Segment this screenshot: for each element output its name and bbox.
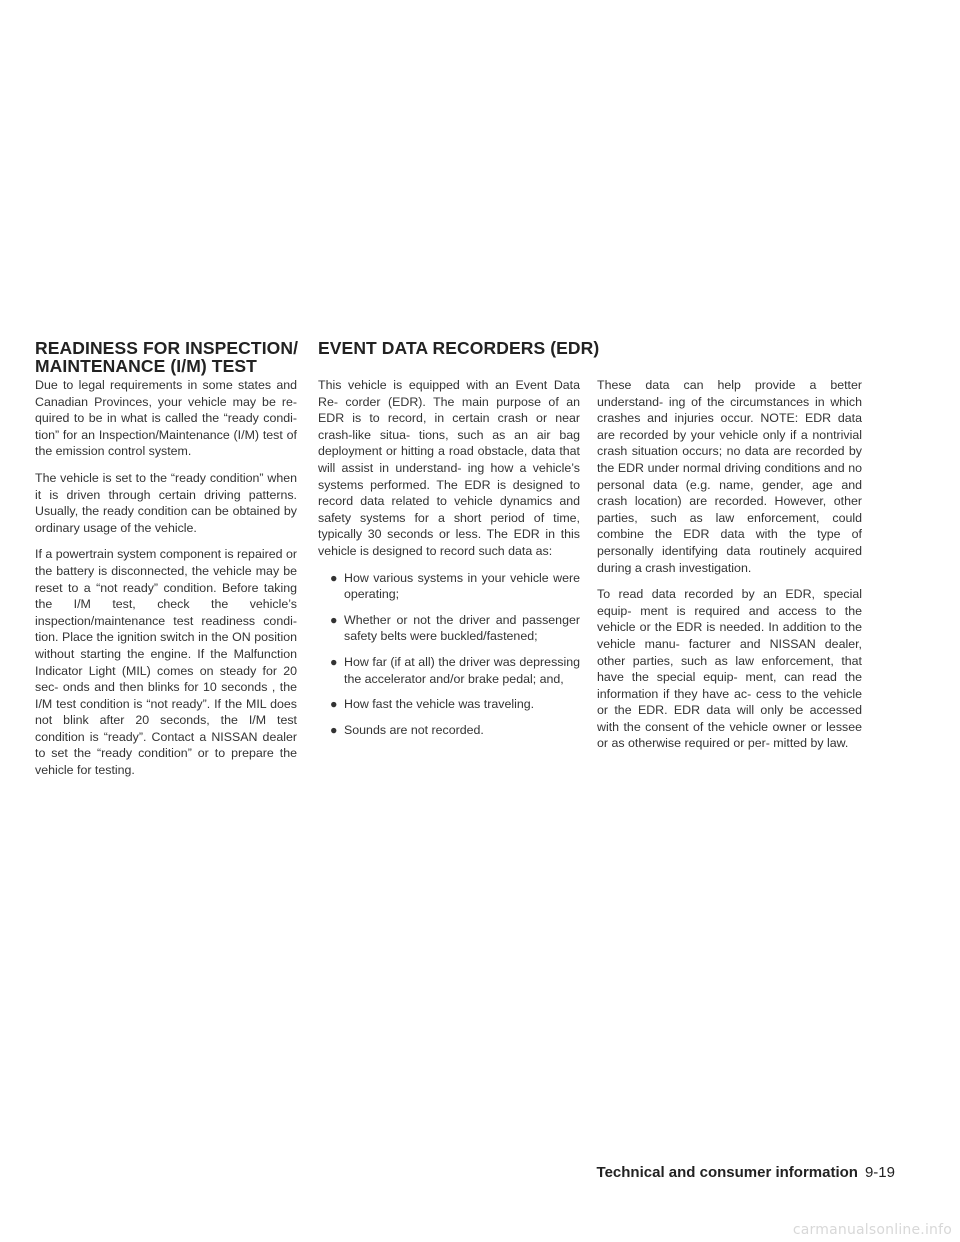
paragraph: Due to legal requirements in some states and Canadian Provinces, your vehicle may be re- quired to be in what is called the “ready condi- tion” for an Inspection/Maintenance (I/M) test of the emission control system. xyxy=(35,378,297,459)
bullet-icon: ● xyxy=(330,697,338,712)
list-item xyxy=(318,612,580,645)
bullet-icon: ● xyxy=(330,722,338,737)
paragraph: To read data recorded by an EDR, special equip- ment is required and access to the vehicle or the EDR is needed. In addition to the vehicle manu- facturer and NISSAN dealer, other parties, such as law enforcement, that have the special equip- ment, can read the information if they have ac- cess to the vehicle or the EDR. EDR data will only be accessed with the consent of the vehicle owner or lessee or as otherwise required or per- mitted by law. xyxy=(597,587,862,751)
section-heading-readiness xyxy=(35,339,305,375)
list-item-text: Whether or not the driver and passenger safety belts were buckled/fastened; xyxy=(344,612,580,644)
middle-text-column xyxy=(318,377,580,747)
heading-line-2: MAINTENANCE (I/M) TEST xyxy=(35,356,257,376)
footer-section-title: Technical and consumer information xyxy=(596,1164,858,1181)
list-item xyxy=(318,722,580,739)
paragraph: This vehicle is equipped with an Event Data Re- corder (EDR). The main purpose of an EDR is to record, in certain crash or near crash-like situa- tions, such as an air bag deployment or hitting a road obstacle, data that will assist in understand- ing how a vehicle’s systems performed. The EDR is designed to record data related to vehicle dynamics and safety systems for a short period of time, typically 30 seconds or less. The EDR in this vehicle is designed to record such data as: xyxy=(318,378,580,558)
paragraph: If a powertrain system component is repaired or the battery is disconnected, the vehicle may be reset to a “not ready” condition. Before taking the I/M test, check the vehicle’s inspection/maintenance test readiness condi- tion. Place the ignition switch in the ON position without starting the engine. If the Malfunction Indicator Light (MIL) comes on steady for 20 sec- onds and then blinks for 10 seconds , the I/M test condition is “not ready”. If the MIL does not blink after 20 seconds, the I/M test condition is “ready”. Contact a NISSAN dealer to set the “ready condition” or to prepare the vehicle for testing. xyxy=(35,547,297,778)
right-text-column xyxy=(597,377,862,762)
list-item xyxy=(318,654,580,687)
list-item-text: Sounds are not recorded. xyxy=(344,722,484,737)
watermark-text: carmanualsonline.info xyxy=(792,1222,952,1238)
list-item-text: How various systems in your vehicle were operating; xyxy=(344,570,580,602)
list-item xyxy=(318,696,580,713)
section-heading-edr: EVENT DATA RECORDERS (EDR) xyxy=(318,338,600,358)
bullet-icon: ● xyxy=(330,612,338,627)
edr-data-list xyxy=(318,570,580,739)
bullet-icon: ● xyxy=(330,654,338,669)
list-item-text: How fast the vehicle was traveling. xyxy=(344,697,535,712)
list-item xyxy=(318,570,580,603)
page-number: 9-19 xyxy=(864,1164,895,1181)
list-item-text: How far (if at all) the driver was depressing the accelerator and/or brake pedal; and, xyxy=(344,654,580,686)
page-footer xyxy=(495,1164,895,1182)
watermark-bar xyxy=(0,1221,960,1242)
heading-line-1: READINESS FOR INSPECTION/ xyxy=(35,338,299,358)
bullet-icon: ● xyxy=(330,570,338,585)
left-text-column xyxy=(35,377,297,789)
paragraph: The vehicle is set to the “ready condition” when it is driven through certain driving patterns. Usually, the ready condition can be obtained by ordinary usage of the vehicle. xyxy=(35,470,297,535)
paragraph: These data can help provide a better understand- ing of the circumstances in which crashes and injuries occur. NOTE: EDR data are recorded by your vehicle only if a nontrivial crash situation occurs; no data are recorded by the EDR under normal driving conditions and no personal data (e.g. name, gender, age and crash location) are recorded. However, other parties, such as law enforcement, could combine the EDR data with the type of personally identifying data routinely acquired during a crash investigation. xyxy=(597,378,862,575)
